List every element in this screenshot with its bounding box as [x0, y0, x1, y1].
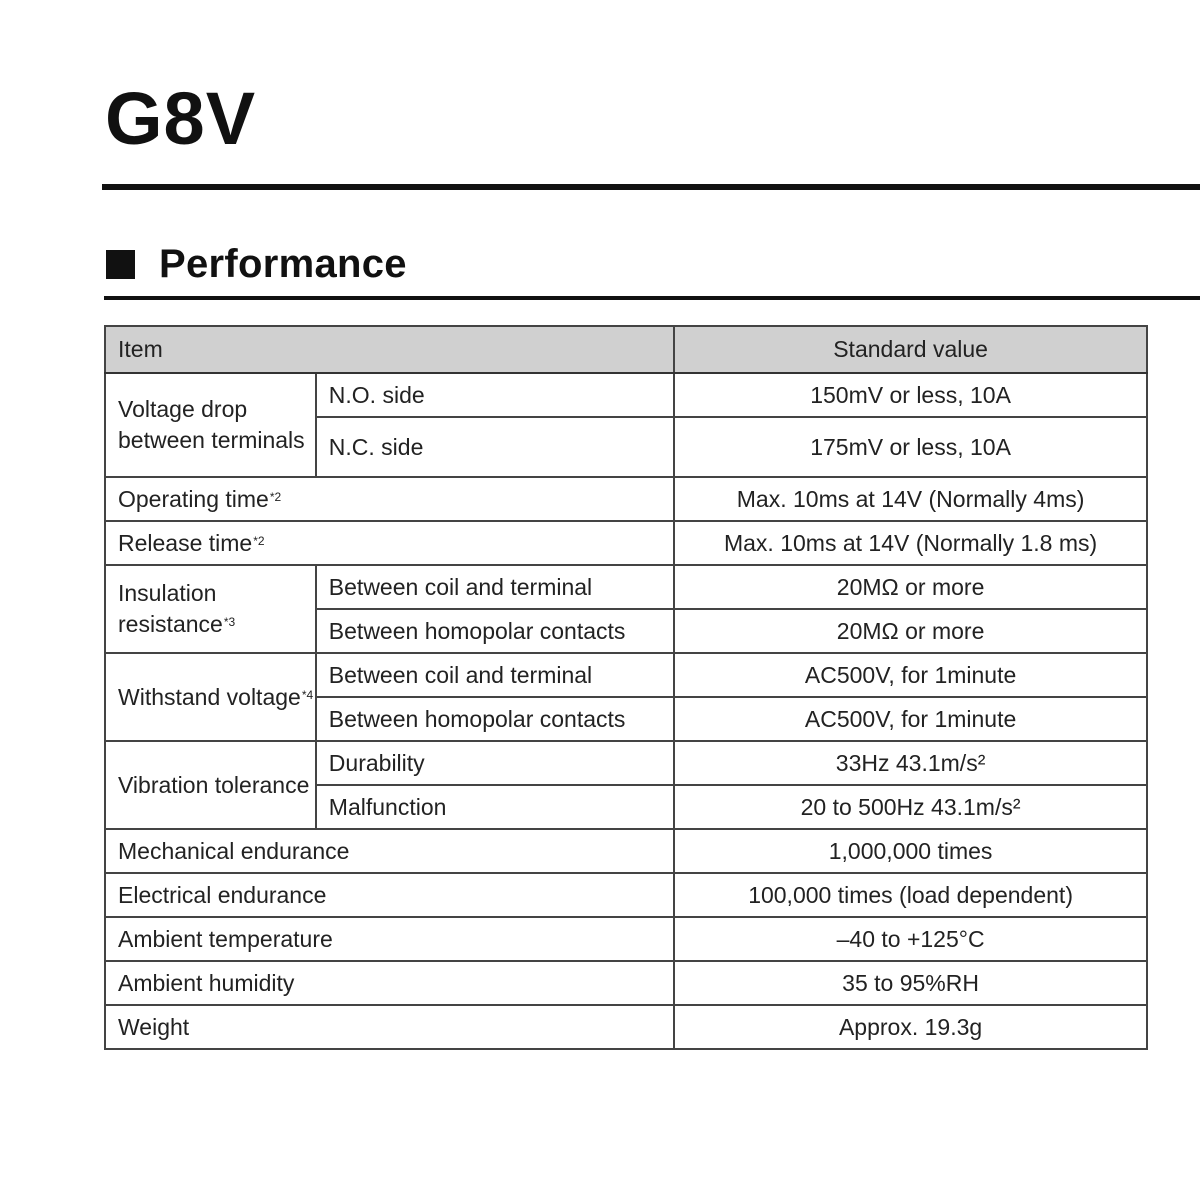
withstand-homopolar-label: Between homopolar contacts [316, 697, 674, 741]
ambient-temperature-label: Ambient temperature [105, 917, 674, 961]
vibration-malfunction-value: 20 to 500Hz 43.1m/s² [674, 785, 1147, 829]
model-title: G8V [105, 77, 257, 160]
no-side-value: 150mV or less, 10A [674, 373, 1147, 417]
withstand-homopolar-value: AC500V, for 1minute [674, 697, 1147, 741]
mechanical-endurance-value: 1,000,000 times [674, 829, 1147, 873]
table-row [105, 741, 1147, 785]
square-bullet-icon [106, 250, 135, 279]
header-standard-value: Standard value [674, 326, 1147, 373]
table-row [105, 653, 1147, 697]
vibration-tolerance-label: Vibration tolerance [105, 741, 316, 829]
table-row [105, 873, 1147, 917]
table-row [105, 477, 1147, 521]
table-row [105, 565, 1147, 609]
section-heading [106, 242, 407, 286]
mechanical-endurance-label: Mechanical endurance [105, 829, 674, 873]
release-time-text: Release time [118, 529, 253, 556]
table-row [105, 1005, 1147, 1049]
table-row [105, 521, 1147, 565]
electrical-endurance-value: 100,000 times (load dependent) [674, 873, 1147, 917]
withstand-voltage-note: *4 [301, 687, 314, 702]
table-row [105, 917, 1147, 961]
operating-time-value: Max. 10ms at 14V (Normally 4ms) [674, 477, 1147, 521]
nc-side-value: 175mV or less, 10A [674, 417, 1147, 477]
insulation-resistance-note: *3 [223, 615, 236, 629]
electrical-endurance-label: Electrical endurance [105, 873, 674, 917]
release-time-note: *2 [253, 533, 265, 548]
insulation-resistance-label [105, 565, 316, 653]
weight-value: Approx. 19.3g [674, 1005, 1147, 1049]
operating-time-label [105, 477, 674, 521]
insulation-coil-terminal-value: 20MΩ or more [674, 565, 1147, 609]
operating-time-note: *2 [269, 489, 282, 504]
ambient-temperature-value: –40 to +125°C [674, 917, 1147, 961]
section-divider [104, 296, 1200, 300]
nc-side-label: N.C. side [316, 417, 674, 477]
insulation-homopolar-value: 20MΩ or more [674, 609, 1147, 653]
voltage-drop-label: Voltage drop between terminals [105, 373, 316, 477]
weight-label: Weight [105, 1005, 674, 1049]
table-row [105, 373, 1147, 417]
no-side-label: N.O. side [316, 373, 674, 417]
insulation-coil-terminal-label: Between coil and terminal [316, 565, 674, 609]
vibration-malfunction-label: Malfunction [316, 785, 674, 829]
table-row [105, 829, 1147, 873]
vibration-durability-label: Durability [316, 741, 674, 785]
performance-table [104, 325, 1148, 1050]
withstand-voltage-label [105, 653, 316, 741]
table-row [105, 961, 1147, 1005]
table-header-row [105, 326, 1147, 373]
ambient-humidity-value: 35 to 95%RH [674, 961, 1147, 1005]
insulation-resistance-text: Insulation resistance [118, 580, 223, 637]
withstand-coil-terminal-value: AC500V, for 1minute [674, 653, 1147, 697]
withstand-coil-terminal-label: Between coil and terminal [316, 653, 674, 697]
vibration-durability-value: 33Hz 43.1m/s² [674, 741, 1147, 785]
release-time-value: Max. 10ms at 14V (Normally 1.8 ms) [674, 521, 1147, 565]
ambient-humidity-label: Ambient humidity [105, 961, 674, 1005]
header-item: Item [105, 326, 674, 373]
withstand-voltage-text: Withstand voltage [118, 683, 301, 710]
title-divider [102, 184, 1200, 190]
operating-time-text: Operating time [118, 485, 269, 512]
insulation-homopolar-label: Between homopolar contacts [316, 609, 674, 653]
section-title: Performance [159, 241, 407, 286]
release-time-label [105, 521, 674, 565]
